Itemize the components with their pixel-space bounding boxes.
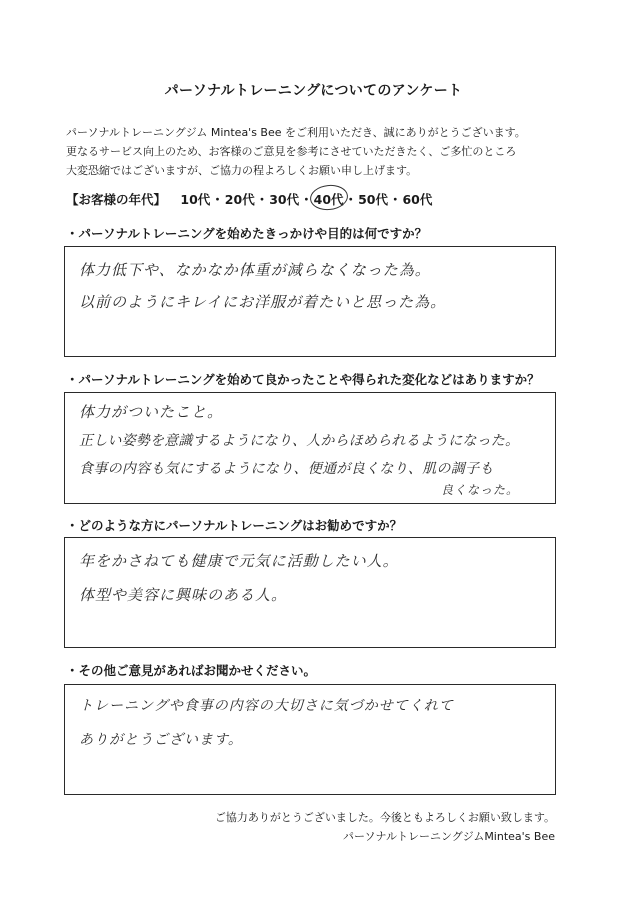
age-option-20s[interactable]: 20代: [224, 192, 255, 207]
age-option-50s[interactable]: 50代: [358, 192, 388, 207]
survey-title: パーソナルトレーニングについてのアンケート: [164, 83, 463, 99]
age-option-10s[interactable]: 10代: [180, 192, 211, 207]
gym-name: パーソナルトレーニングジムMintea's Bee: [342, 830, 555, 843]
age-separator: ・: [344, 192, 358, 207]
answer-2-line: 良くなった。: [441, 483, 520, 497]
answer-box-4[interactable]: [64, 684, 556, 795]
answer-2-line: 正しい姿勢を意識するようになり、人からほめられるようになった。: [79, 433, 520, 449]
question-3: ・どのような方にパーソナルトレーニングはお勧めですか？: [66, 518, 403, 533]
age-option-40s-selected[interactable]: 40代: [313, 192, 344, 207]
closing-message: ご協力ありがとうございました。今後ともよろしくお願い致します。: [214, 811, 555, 824]
age-separator: ・: [211, 192, 224, 207]
intro-text: [66, 123, 586, 180]
answer-2-line: 体力がついたこと。: [79, 403, 224, 421]
age-label: 【お客様の年代】: [66, 192, 167, 207]
answer-box-1[interactable]: [64, 246, 556, 357]
age-separator: ・: [300, 192, 313, 207]
question-1: ・パーソナルトレーニングを始めたきっかけや目的は何ですか？: [66, 226, 428, 241]
age-option-60s[interactable]: 60代: [402, 192, 433, 207]
intro-line: パーソナルトレーニングジム Mintea's Bee をご利用いただき、誠にありがとうございます。: [66, 126, 526, 139]
age-selection-row: [66, 190, 586, 208]
intro-line: 大変恐縮ではございますが、ご協力の程よろしくお願い申し上げます。: [66, 164, 418, 177]
answer-1-line: 体力低下や、なかなか体重が減らなくなった為。: [79, 261, 431, 279]
answer-1-line: 以前のようにキレイにお洋服が着たいと思った為。: [79, 293, 447, 311]
question-4: ・その他ご意見があればお聞かせください。: [66, 663, 317, 678]
answer-3-line: 年をかさねても健康で元気に活動したい人。: [79, 552, 399, 570]
answer-box-3[interactable]: [64, 537, 556, 648]
answer-box-2[interactable]: [64, 392, 556, 504]
age-separator: ・: [388, 192, 402, 207]
intro-line: 更なるサービス向上のため、お客様のご意見を参考にさせていただきたく、ご多忙のところ: [66, 145, 517, 158]
age-separator: ・: [255, 192, 269, 207]
answer-4-line: トレーニングや食事の内容の大切さに気づかせてくれて: [79, 698, 454, 714]
answer-3-line: 体型や美容に興味のある人。: [79, 586, 288, 604]
question-2: ・パーソナルトレーニングを始めて良かったことや得られた変化などはありますか？: [66, 372, 540, 387]
age-option-30s[interactable]: 30代: [269, 192, 300, 207]
answer-4-line: ありがとうございます。: [79, 732, 243, 748]
answer-2-line: 食事の内容も気にするようになり、便通が良くなり、肌の調子も: [79, 461, 494, 477]
